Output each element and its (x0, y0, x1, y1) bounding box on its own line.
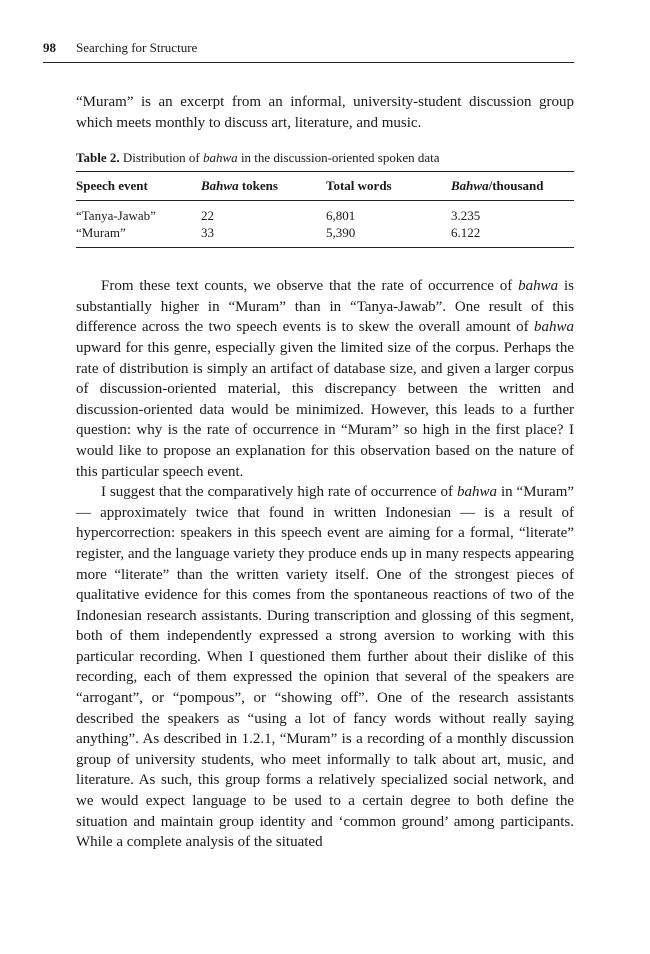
table-caption-suffix: in the discussion-oriented spoken data (240, 150, 440, 166)
p2-italic-bahwa: bahwa (456, 484, 497, 501)
running-head (43, 40, 574, 63)
header-bahwa-tokens-rest: tokens (241, 178, 278, 194)
table-row (76, 201, 574, 225)
table-caption (76, 149, 574, 167)
table-header-row (76, 172, 574, 201)
cell-tokens: 22 (201, 208, 214, 224)
page-number: 98 (43, 40, 56, 55)
cell-tokens: 33 (201, 224, 326, 248)
table-caption-prefix: Distribution of (122, 150, 200, 166)
header-bahwa-per-thousand (451, 172, 574, 201)
running-title: Searching for Structure (76, 40, 198, 55)
page-content (76, 92, 574, 853)
header-bahwa-per-thousand-italic: Bahwa (451, 178, 489, 194)
body-paragraph-2 (76, 482, 574, 853)
body-paragraph-1 (76, 276, 574, 482)
table-caption-italic: bahwa (203, 150, 238, 166)
header-total-words: Total words (326, 172, 451, 201)
p1-italic-bahwa-1: bahwa (518, 278, 559, 295)
header-bahwa-tokens (201, 172, 326, 201)
cell-event: “Tanya-Jawab” (76, 208, 156, 224)
cell-total-words: 5,390 (326, 224, 451, 248)
p1-italic-bahwa-2: bahwa (533, 319, 574, 336)
distribution-table (76, 171, 574, 248)
table-caption-label: Table 2. (76, 150, 120, 166)
p2-text-a: I suggest that the comparatively high rate of occurrence of (101, 484, 454, 501)
cell-per-thousand: 6.122 (451, 224, 574, 248)
p1-text-c: upward for this genre, especially given the limited size of the corpus. Perhaps the rate of distribution is simply an artifact of database size, and given a larger corpus of discussion-oriented material, this discrepancy between the written and discussion-oriented data would be minimized. However, this leads to a further question: why is the rate of occurrence in “Muram” so high in the first place? I would like to propose an explanation for this observation based on the nature of this particular speech event. (76, 339, 574, 480)
p1-text-b: is substantially higher in “Muram” than in “Tanya-Jawab”. One result of this difference across the two speech events is to skew the overall amount of (76, 278, 575, 336)
header-bahwa-per-thousand-rest: /thousand (488, 178, 544, 194)
cell-total-words: 6,801 (326, 208, 356, 224)
body-text (76, 276, 574, 853)
header-speech-event: Speech event (76, 172, 201, 201)
p2-text-b: in “Muram” — approximately twice that found in written Indonesian — is a result of hypercorrection: speakers in this speech event are aiming for a formal, “literate” register, and the language variety they produce ends up in many respects appearing more “literate” than the written variety itself. One of the strongest pieces of qualitative evidence for this comes from the spontaneous reactions of two of the Indonesian research assistants. During transcription and glossing of this segment, both of them independently expressed a strong aversion to working with this particular recording. When I questioned them further about their dislike of this recording, each of them expressed the opinion that several of the speakers are “arrogant”, or “pompous”, or “showing off”. One of the research assistants described the speakers as “using a lot of fancy words without really saying anything”. As described in 1.2.1, “Muram” is a recording of a monthly discussion group of university students, who meet informally to talk about art, music, and literature. As such, this group forms a relatively specialized social network, and we would expect language to be used to a certain degree to both define the situation and maintain group identity and ‘common ground’ among participants. While a complete analysis of the situated (76, 484, 575, 851)
intro-paragraph: “Muram” is an excerpt from an informal, university-student discussion group which meets monthly to discuss art, literature, and music. (76, 94, 574, 131)
header-bahwa-tokens-italic: Bahwa (201, 178, 239, 194)
cell-event: “Muram” (76, 224, 201, 248)
cell-per-thousand: 3.235 (451, 208, 481, 224)
table-row (76, 224, 574, 248)
p1-text-a: From these text counts, we observe that the rate of occurrence of (101, 278, 513, 295)
